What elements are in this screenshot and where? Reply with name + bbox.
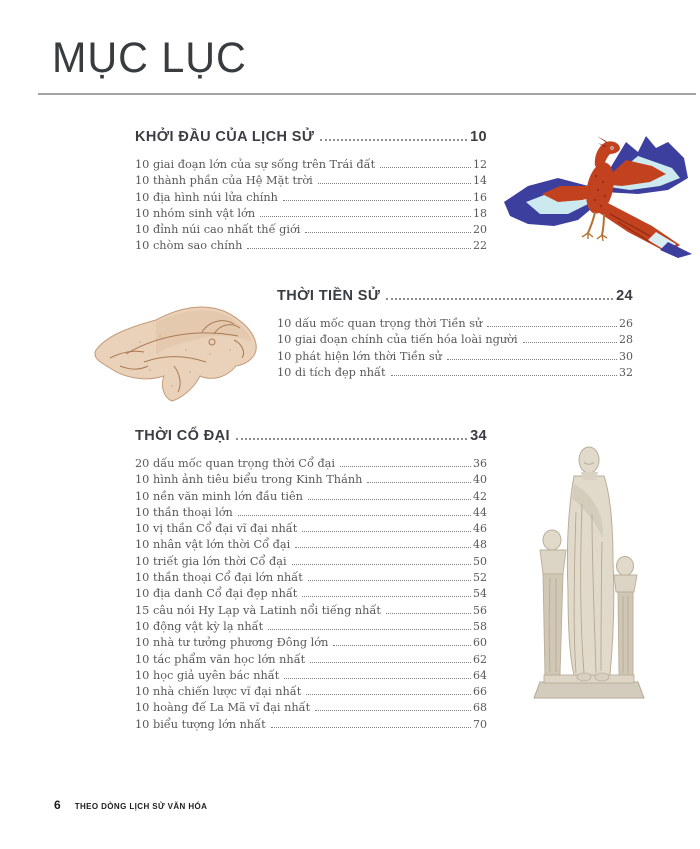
toc-section-khoi-dau: [135, 129, 487, 256]
section-title: THỜI TIỀN SỬ: [277, 288, 381, 304]
footer-page-number: 6: [54, 798, 61, 812]
section-page-number: 10: [470, 129, 487, 145]
toc-section-co-dai: [135, 428, 487, 734]
toc-item-page: 16: [473, 190, 487, 204]
footer-book-title: THEO DÒNG LỊCH SỬ VĂN HÓA: [74, 802, 208, 811]
toc-item-label: 10 biểu tượng lớn nhất: [135, 717, 266, 731]
toc-item-page: 20: [473, 223, 487, 237]
archaeopteryx-illustration: [500, 130, 696, 263]
dotted-leader: [236, 438, 467, 440]
section-page-number: 24: [616, 288, 633, 304]
toc-item-label: 10 thần thoại lớn: [135, 505, 233, 519]
toc-item-row: [135, 207, 487, 223]
dotted-leader: [238, 515, 471, 516]
toc-item-page: 56: [473, 603, 487, 617]
toc-item-page: 40: [473, 473, 487, 487]
toc-item-page: 58: [473, 619, 487, 633]
toc-item-label: 10 học giả uyên bác nhất: [135, 668, 280, 682]
toc-item-row: [135, 473, 487, 489]
section-items: [277, 317, 633, 382]
dotted-leader: [487, 326, 617, 327]
toc-item-page: 50: [473, 554, 487, 568]
toc-item-label: 10 tác phẩm văn học lớn nhất: [135, 652, 306, 666]
toc-item-label: 10 vị thần Cổ đại vĩ đại nhất: [135, 522, 298, 536]
dotted-leader: [306, 694, 471, 695]
toc-item-label: 10 di tích đẹp nhất: [277, 365, 386, 379]
statue-svg: [526, 442, 654, 704]
prehistoric-artifact-image: [90, 292, 265, 409]
toc-item-row: [277, 333, 633, 349]
toc-item-row: [135, 174, 487, 190]
toc-item-page: 48: [473, 538, 487, 552]
dotted-leader: [447, 359, 617, 360]
toc-item-row: [135, 685, 487, 701]
toc-item-page: 26: [619, 317, 633, 330]
toc-item-page: 36: [473, 457, 487, 470]
toc-item-page: 66: [473, 685, 487, 699]
toc-item-row: [135, 555, 487, 571]
toc-item-label: 10 nhóm sinh vật lớn: [135, 206, 256, 220]
toc-item-row: [135, 571, 487, 587]
roman-statue-image: [526, 442, 654, 709]
section-items: [135, 158, 487, 256]
toc-item-row: [135, 636, 487, 652]
toc-item-row: [135, 490, 487, 506]
toc-item-row: [135, 158, 487, 174]
page-title: MỤC LỤC: [52, 34, 247, 82]
toc-item-label: 10 hình ảnh tiêu biểu trong Kinh Thánh: [135, 473, 363, 487]
artifact-svg: [90, 292, 265, 404]
toc-item-page: 46: [473, 522, 487, 536]
toc-item-label: 10 hoàng đế La Mã vĩ đại nhất: [135, 701, 311, 715]
dotted-leader: [283, 200, 471, 201]
dotted-leader: [386, 298, 613, 300]
dotted-leader: [333, 645, 471, 646]
toc-item-page: 32: [619, 365, 633, 379]
toc-item-page: 12: [473, 158, 487, 171]
toc-item-row: [135, 620, 487, 636]
toc-item-row: [135, 653, 487, 669]
toc-item-row: [135, 522, 487, 538]
toc-item-row: [135, 669, 487, 685]
dotted-leader: [305, 232, 471, 233]
dotted-leader: [308, 499, 471, 500]
toc-item-label: 10 triết gia lớn thời Cổ đại: [135, 554, 287, 568]
dotted-leader: [318, 183, 471, 184]
toc-item-row: [277, 350, 633, 366]
toc-item-label: 20 dấu mốc quan trọng thời Cổ đại: [135, 457, 336, 470]
toc-item-label: 10 thành phần của Hệ Mặt trời: [135, 174, 313, 188]
dotted-leader: [523, 342, 617, 343]
toc-item-row: [277, 366, 633, 382]
toc-item-row: [135, 191, 487, 207]
section-heading: [135, 129, 487, 147]
toc-item-page: 70: [473, 717, 487, 731]
toc-item-label: 10 dấu mốc quan trọng thời Tiền sử: [277, 317, 483, 330]
toc-item-label: 10 đỉnh núi cao nhất thế giới: [135, 223, 301, 237]
toc-item-page: 60: [473, 636, 487, 650]
dotted-leader: [386, 613, 471, 614]
page-footer: [54, 798, 207, 812]
toc-item-page: 62: [473, 652, 487, 666]
toc-item-page: 54: [473, 587, 487, 601]
toc-item-page: 18: [473, 206, 487, 220]
section-heading: [135, 428, 487, 446]
toc-item-label: 10 địa hình núi lửa chính: [135, 190, 278, 204]
dotted-leader: [320, 139, 467, 141]
toc-item-label: 10 giai đoạn chính của tiến hóa loài người: [277, 333, 518, 347]
section-heading: [277, 288, 633, 306]
toc-item-page: 68: [473, 701, 487, 715]
toc-item-row: [135, 701, 487, 717]
toc-item-row: [135, 506, 487, 522]
toc-item-label: 10 địa danh Cổ đại đẹp nhất: [135, 587, 298, 601]
toc-item-page: 22: [473, 239, 487, 253]
toc-item-row: [135, 718, 487, 734]
toc-item-page: 14: [473, 174, 487, 188]
toc-item-page: 52: [473, 571, 487, 585]
toc-item-label: 10 giai đoạn lớn của sự sống trên Trái đất: [135, 158, 376, 171]
toc-item-row: [135, 604, 487, 620]
toc-item-row: [135, 239, 487, 255]
dotted-leader: [302, 596, 471, 597]
toc-item-label: 10 nền văn minh lớn đầu tiên: [135, 489, 303, 503]
dotted-leader: [295, 547, 471, 548]
dotted-leader: [260, 216, 471, 217]
toc-item-row: [135, 457, 487, 473]
dotted-leader: [302, 531, 471, 532]
dotted-leader: [284, 678, 471, 679]
dotted-leader: [315, 710, 471, 711]
dotted-leader: [308, 580, 471, 581]
dotted-leader: [247, 248, 471, 249]
dotted-leader: [367, 482, 471, 483]
archaeopteryx-svg: [500, 130, 696, 258]
toc-item-label: 10 nhà chiến lược vĩ đại nhất: [135, 685, 302, 699]
dotted-leader: [310, 662, 471, 663]
toc-item-page: 42: [473, 489, 487, 503]
toc-item-label: 10 nhà tư tưởng phương Đông lớn: [135, 636, 329, 650]
toc-item-label: 10 nhân vật lớn thời Cổ đại: [135, 538, 291, 552]
toc-item-label: 10 chòm sao chính: [135, 239, 243, 253]
toc-item-label: 10 thần thoại Cổ đại lớn nhất: [135, 571, 303, 585]
title-divider: [38, 93, 696, 95]
toc-item-label: 15 câu nói Hy Lạp và Latinh nổi tiếng nhất: [135, 603, 381, 617]
section-items: [135, 457, 487, 734]
section-page-number: 34: [470, 428, 487, 444]
toc-item-row: [135, 587, 487, 603]
toc-item-row: [277, 317, 633, 333]
toc-item-page: 44: [473, 505, 487, 519]
dotted-leader: [391, 375, 617, 376]
dotted-leader: [380, 167, 471, 168]
toc-item-label: 10 động vật kỳ lạ nhất: [135, 619, 264, 633]
section-title: KHỞI ĐẦU CỦA LỊCH SỬ: [135, 129, 315, 145]
dotted-leader: [271, 727, 471, 728]
dotted-leader: [268, 629, 471, 630]
dotted-leader: [340, 466, 471, 467]
toc-item-page: 30: [619, 349, 633, 363]
toc-item-page: 28: [619, 333, 633, 347]
toc-item-row: [135, 223, 487, 239]
toc-item-page: 64: [473, 668, 487, 682]
dotted-leader: [292, 564, 471, 565]
section-title: THỜI CỔ ĐẠI: [135, 428, 230, 444]
toc-section-tien-su: [277, 288, 633, 382]
toc-item-row: [135, 538, 487, 554]
toc-item-label: 10 phát hiện lớn thời Tiền sử: [277, 349, 442, 363]
